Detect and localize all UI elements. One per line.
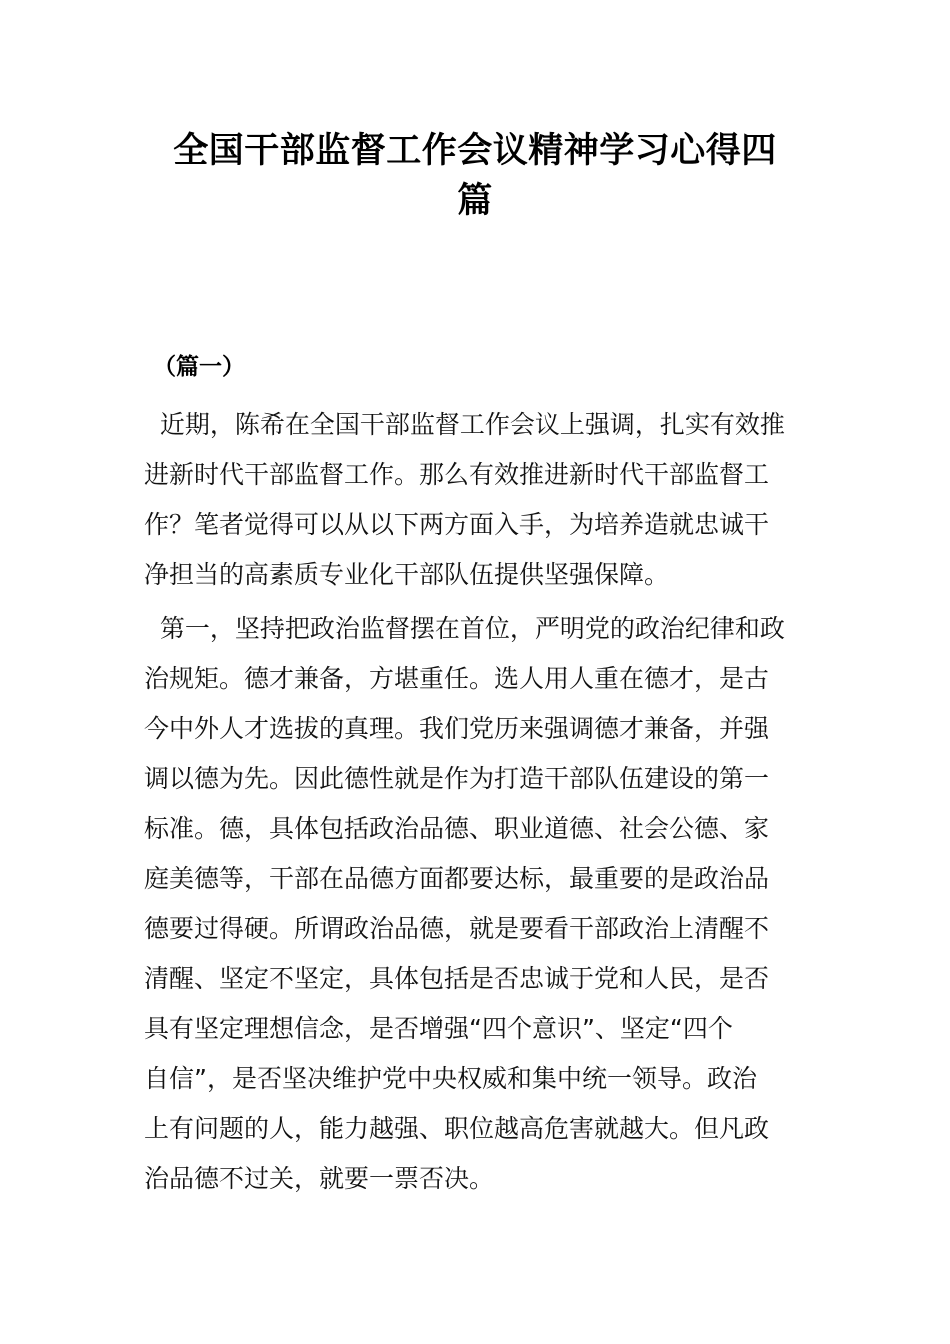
paragraph-line: 近期，陈希在全国干部监督工作会议上强调，扎实有效推 bbox=[144, 410, 785, 439]
section-label: （篇一） bbox=[153, 354, 245, 380]
paragraph-1 bbox=[144, 400, 814, 600]
paragraph-line: 第一，坚持把政治监督摆在首位，严明党的政治纪律和政 bbox=[144, 614, 785, 643]
document-title bbox=[0, 126, 950, 226]
paragraph-line: 自信”，是否坚决维护党中央权威和集中统一领导。政治 bbox=[144, 1064, 757, 1093]
paragraph-line: 具有坚定理想信念，是否增强“四个意识”、坚定“四个 bbox=[144, 1014, 733, 1043]
paragraph-2 bbox=[144, 604, 814, 1204]
paragraph-line: 治品德不过关，就要一票否决。 bbox=[144, 1164, 495, 1193]
paragraph-line: 净担当的高素质专业化干部队伍提供坚强保障。 bbox=[144, 560, 670, 589]
paragraph-line: 清醒、坚定不坚定，具体包括是否忠诚于党和人民，是否 bbox=[144, 964, 770, 993]
title-line-2: 篇 bbox=[457, 181, 493, 221]
paragraph-line: 治规矩。德才兼备，方堪重任。选人用人重在德才，是古 bbox=[144, 664, 770, 693]
paragraph-line: 进新时代干部监督工作。那么有效推进新时代干部监督工 bbox=[144, 460, 770, 489]
paragraph-line: 作？笔者觉得可以从以下两方面入手，为培养造就忠诚干 bbox=[144, 510, 770, 539]
title-line-1: 全国干部监督工作会议精神学习心得四 bbox=[173, 131, 777, 171]
paragraph-line: 庭美德等，干部在品德方面都要达标，最重要的是政治品 bbox=[144, 864, 770, 893]
paragraph-line: 上有问题的人，能力越强、职位越高危害就越大。但凡政 bbox=[144, 1114, 770, 1143]
paragraph-line: 今中外人才选拔的真理。我们党历来强调德才兼备，并强 bbox=[144, 714, 770, 743]
paragraph-line: 标准。德，具体包括政治品德、职业道德、社会公德、家 bbox=[144, 814, 770, 843]
paragraph-line: 德要过得硬。所谓政治品德，就是要看干部政治上清醒不 bbox=[144, 914, 770, 943]
paragraph-line: 调以德为先。因此德性就是作为打造干部队伍建设的第一 bbox=[144, 764, 770, 793]
